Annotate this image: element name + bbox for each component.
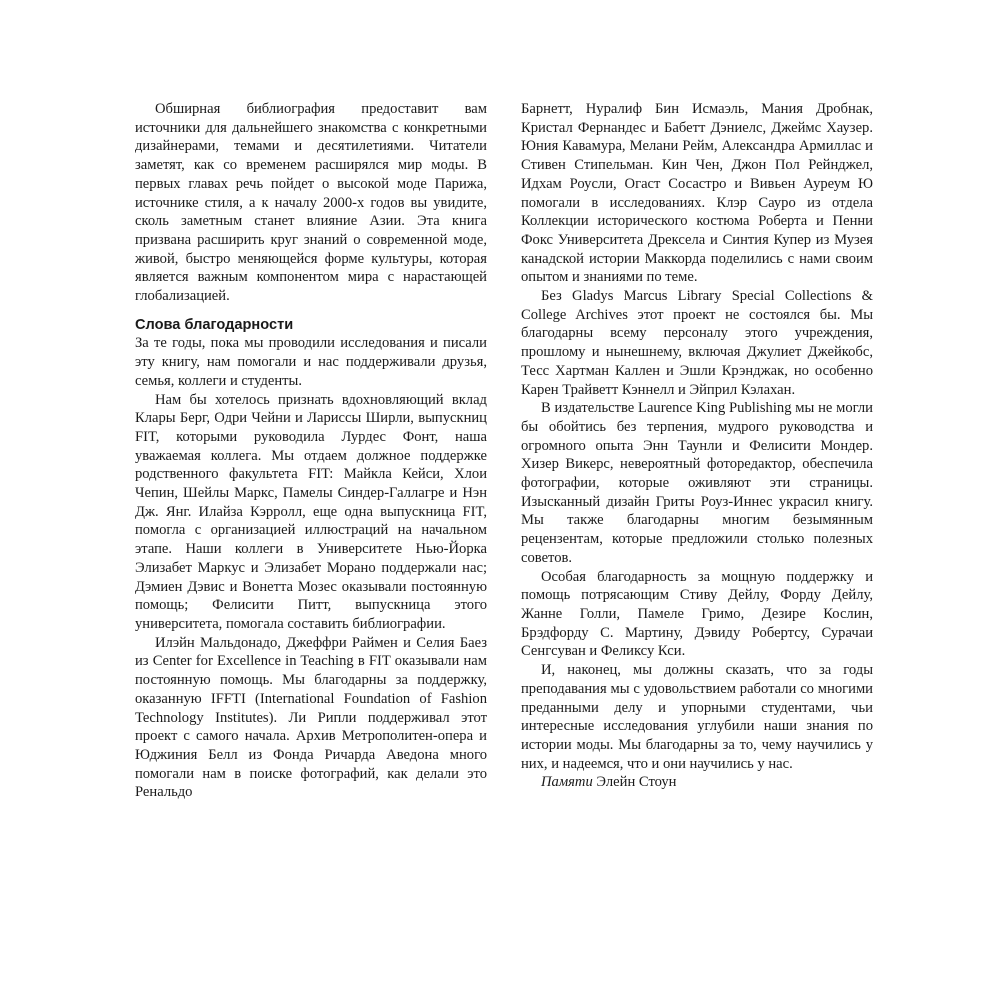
dedication-italic: Памяти [541, 774, 593, 791]
ack-paragraph-3: Илэйн Мальдонадо, Джеффри Раймен и Селия Баез из Center for Excellence in Teaching в FIT оказывали нам постоянную помощь. Мы благодарны за поддержку, оказанную IFFTI (International Foundation of Fashion Technology Institutes). Ли Рипли поддерживал этот проект с самого начала. Архив Метрополитен-опера и Юджиния Белл из Фонда Ричарда Аведона много помогали нам в поиске фотографий, как делали это Ренальдо [135, 634, 487, 801]
intro-paragraph: Обширная библиография предоставит вам источники для дальнейшего знакомства с конкретными дизайнерами, темами и десятилетиями. Читатели заметят, как со временем расширялся мир моды. В первых главах речь пойдет о высокой моде Парижа, источнике стиля, а к началу 2000-х годов вы увидите, сколь заметным станет влияние Азии. Эта книга призвана расширить круг знаний о современной моде, живой, быстро меняющейся форме культуры, которая является важным компонентом мира с нарастающей глобализацией. [135, 101, 487, 305]
book-page [135, 100, 880, 801]
ack-paragraph-publisher: В издательстве Laurence King Publishing мы не могли бы обойтись без терпения, мудрого руководства и огромного опыта Энн Таунли и Фелисити Мондер. Хизер Викерс, невероятный фоторедактор, обеспечила фотографии, которые оживляют эти страницы. Изысканный дизайн Гриты Роуз-Иннес украсил книгу. Мы также благодарны многим безымянным рецензентам, которые предложили столько полезных советов. [521, 400, 873, 566]
ack-paragraph-library: Без Gladys Marcus Library Special Collections & College Archives этот проект не состоялся бы. Мы благодарны всему персоналу этого учреждения, прошлому и нынешнему, включая Джулиет Джейкобс, Тесс Хартман Каллен и Эшли Крэнджак, но особенно Карен Трайветт Кэннелл и Эйприл Кэлахан. [521, 288, 873, 398]
ack-paragraph-2: Нам бы хотелось признать вдохновляющий вклад Клары Берг, Одри Чейни и Лариссы Ширли, выпускниц FIT, которыми руководила Лурдес Фонт, наша уважаемая коллега. Мы отдаем должное поддержке родственного факультета FIT: Майкла Кейси, Хлои Чепин, Шейлы Маркс, Памелы Синдер-Галлагре и Нэн Дж. Янг. Илайза Кэрролл, еще одна выпускница FIT, помогла с организацией иллюстраций на начальном этапе. Наши коллеги в Университете Нью-Йорка Элизабет Маркус и Элизабет Морано поддержали нас; Дэмиен Дэвис и Вонетта Мозес оказывали постоянную помощь; Фелисити Питт, выпускница этого университета, помогала составить библиографии. [135, 391, 487, 632]
ack-paragraph-continued: Барнетт, Нуралиф Бин Исмаэль, Мания Дробнак, Кристал Фернандес и Бабетт Дэниелс, Джеймс Хаузер. Юния Кавамура, Мелани Рейм, Александра Армиллас и Стивен Стипельман. Кин Чен, Джон Пол Рейнджел, Идхам Роусли, Огаст Сосастро и Вивьен Ауреум Ю помогали в исследованиях. Клэр Сауро из отдела Коллекции исторического костюма Роберта и Пенни Фокс Университета Дрексела и Синтия Купер из Музея канадской истории Маккорда поделились с нами своим опытом и знаниями по теме. [521, 101, 873, 286]
ack-paragraph-special-thanks: Особая благодарность за мощную поддержку и помощь потрясающим Стиву Дейлу, Форду Дейлу, Жанне Голли, Памеле Гримо, Дезире Кослин, Брэдфорду С. Мартину, Дэвиду Робертсу, Сурачаи Сенгсуван и Феликсу Кси. [521, 568, 873, 660]
dedication-name: Элейн Стоун [592, 774, 677, 791]
dedication-line [521, 773, 873, 792]
left-column [135, 100, 487, 802]
right-column [521, 100, 873, 792]
ack-paragraph-1: За те годы, пока мы проводили исследования и писали эту книгу, нам помогали и нас поддерживали друзья, семья, коллеги и студенты. [135, 335, 487, 389]
ack-paragraph-students: И, наконец, мы должны сказать, что за годы преподавания мы с удовольствием работали со многими преданными делу и упорными студентами, чьи интересные исследования углубили наши знания по истории моды. Мы благодарны за то, чему научились у них, и надеемся, что и они научились у нас. [521, 662, 873, 772]
section-heading-acknowledgements: Слова благодарности [135, 316, 294, 333]
